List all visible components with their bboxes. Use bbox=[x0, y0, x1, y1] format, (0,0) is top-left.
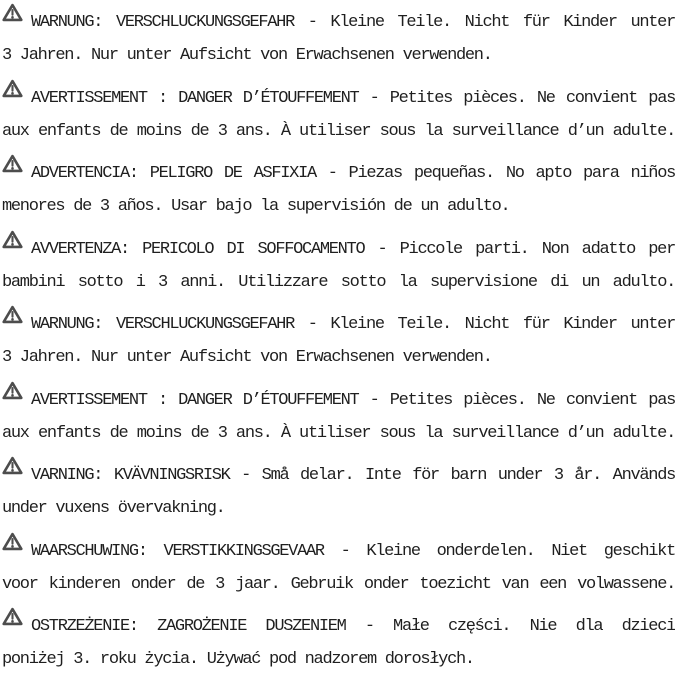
warning-triangle-icon bbox=[2, 79, 23, 98]
warning-text: AVERTISSEMENT : DANGER D’ÉTOUFFEMENT - Petites pièces. Ne convient pas bbox=[31, 88, 675, 108]
warning-text: WARNUNG: VERSCHLUCKUNGSGEFAHR - Kleine Teile. Nicht für Kinder unter bbox=[31, 13, 675, 32]
warning-triangle-icon bbox=[2, 305, 23, 324]
warning-text: WARNUNG: VERSCHLUCKUNGSGEFAHR - Kleine Teile. Nicht für Kinder unter bbox=[31, 315, 675, 334]
warning-line bbox=[2, 38, 675, 73]
warning-triangle-icon bbox=[2, 230, 23, 249]
warning-line bbox=[2, 532, 675, 567]
warning-triangle-icon bbox=[2, 3, 23, 22]
warning-text: bambini sotto i 3 anni. Utilizzare sotto la supervisione di un adulto. bbox=[2, 272, 675, 292]
warning-text: 3 Jahren. Nur unter Aufsicht von Erwachsenen verwenden. bbox=[2, 348, 492, 367]
warning-text: under vuxens övervakning. bbox=[2, 499, 225, 518]
warning-triangle-icon bbox=[2, 607, 23, 626]
warning-text: ADVERTENCIA: PELIGRO DE ASFIXIA - Piezas pequeñas. No apto para niños bbox=[31, 164, 675, 183]
warning-text: poniżej 3. roku życia. Używać pod nadzorem dorosłych. bbox=[2, 650, 474, 669]
warning-triangle-icon bbox=[2, 456, 23, 475]
warning-text: AVERTISSEMENT : DANGER D’ÉTOUFFEMENT - Petites pièces. Ne convient pas bbox=[31, 390, 675, 410]
warning-text: aux enfants de moins de 3 ans. À utiliser sous la surveillance d’un adulte. bbox=[2, 423, 675, 443]
warning-line bbox=[2, 154, 675, 189]
warning-text: voor kinderen onder de 3 jaar. Gebruik onder toezicht van een volwassene. bbox=[2, 574, 675, 594]
warning-paragraph bbox=[2, 532, 675, 602]
warning-line bbox=[2, 79, 675, 114]
warning-paragraph bbox=[2, 305, 675, 375]
warning-triangle-icon bbox=[2, 532, 23, 551]
warning-line bbox=[2, 114, 675, 149]
warning-triangle-icon bbox=[2, 381, 23, 400]
warning-text: WAARSCHUWING: VERSTIKKINGSGEVAAR - Kleine onderdelen. Niet geschikt bbox=[31, 541, 675, 561]
warning-paragraph bbox=[2, 230, 675, 300]
warning-text: OSTRZEŻENIE: ZAGROŻENIE DUSZENIEM - Małe części. Nie dla dzieci bbox=[31, 617, 675, 636]
warning-triangle-icon bbox=[2, 154, 23, 173]
warning-paragraph bbox=[2, 607, 675, 677]
warning-line bbox=[2, 230, 675, 265]
warning-paragraph bbox=[2, 3, 675, 73]
warning-line bbox=[2, 265, 675, 300]
warning-line bbox=[2, 340, 675, 375]
warning-paragraph bbox=[2, 154, 675, 224]
warning-line bbox=[2, 3, 675, 38]
warning-line bbox=[2, 491, 675, 526]
warning-line bbox=[2, 189, 675, 224]
warning-line bbox=[2, 305, 675, 340]
warning-text: menores de 3 años. Usar bajo la supervisión de un adulto. bbox=[2, 197, 510, 216]
warning-text: aux enfants de moins de 3 ans. À utiliser sous la surveillance d’un adulte. bbox=[2, 121, 675, 141]
warning-text: VARNING: KVÄVNINGSRISK - Små delar. Inte för barn under 3 år. Används bbox=[31, 466, 675, 485]
warning-line bbox=[2, 567, 675, 602]
warning-line bbox=[2, 607, 675, 642]
warning-line bbox=[2, 642, 675, 677]
warning-line bbox=[2, 456, 675, 491]
warning-line bbox=[2, 416, 675, 451]
warning-paragraph bbox=[2, 381, 675, 451]
warning-list bbox=[2, 3, 675, 677]
warning-text: 3 Jahren. Nur unter Aufsicht von Erwachsenen verwenden. bbox=[2, 46, 492, 65]
warning-text: AVVERTENZA: PERICOLO DI SOFFOCAMENTO - Piccole parti. Non adatto per bbox=[31, 239, 675, 259]
warning-paragraph bbox=[2, 456, 675, 526]
warning-paragraph bbox=[2, 79, 675, 149]
warning-line bbox=[2, 381, 675, 416]
